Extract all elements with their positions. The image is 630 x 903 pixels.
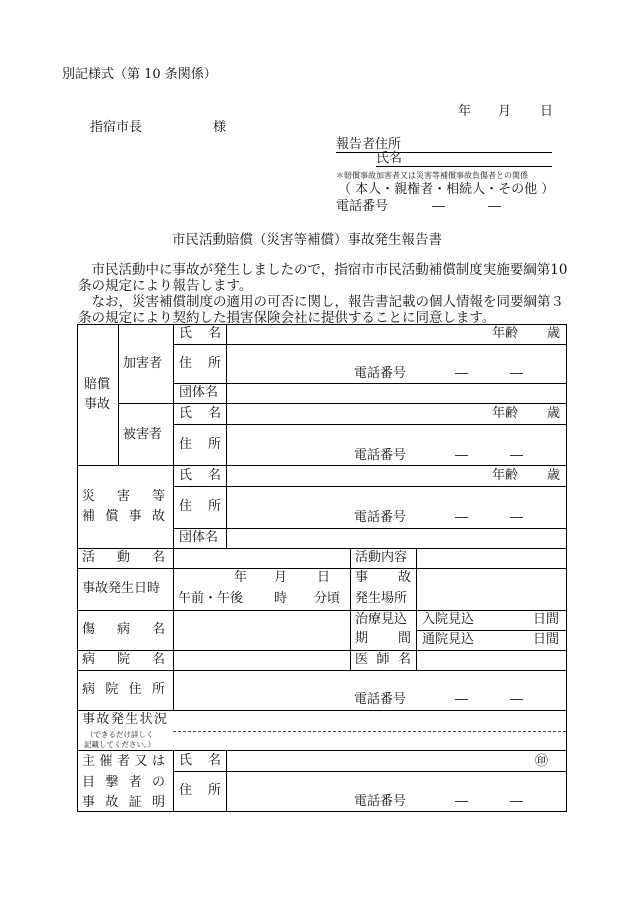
table-rule (416, 630, 566, 631)
hospital-name-label: 病院名 (82, 652, 165, 667)
statement-line: なお，災害補償制度の適用の可否に関し，報告書記載の個人情報を同要綱第３ (91, 294, 564, 310)
table-rule (173, 383, 566, 384)
table-rule (416, 548, 417, 670)
situation-writing-line (173, 731, 566, 732)
offender-age-label: 年齢 (492, 326, 519, 341)
document-title: 市民活動賠償（災害等補償）事故発生報告書 (172, 232, 442, 248)
table-rule (173, 486, 566, 487)
reporter-address-underline (336, 152, 552, 153)
date-year-label: 年 (458, 104, 472, 119)
outpatient-days-unit: 日間 (533, 632, 560, 647)
table-rule (77, 670, 566, 671)
witness-address-label: 住所 (179, 783, 221, 798)
statement-line: 市民活動中に事故が発生しましたので，指宿市市民活動補償制度実施要綱第10 (91, 262, 568, 278)
table-rule (226, 750, 227, 811)
table-rule (173, 528, 566, 529)
injured-phone-label: 電話番号 (354, 510, 407, 525)
victim-age-label: 年齢 (492, 406, 519, 421)
accident-situation-note: （できるだけ詳しく (86, 730, 154, 739)
table-rule (77, 610, 566, 611)
offender-phone-separator: ― (455, 366, 468, 381)
table-rule (226, 324, 227, 548)
table-rule (77, 465, 566, 466)
victim-phone-separator: ― (455, 448, 468, 463)
injury-name-label: 傷病名 (82, 622, 165, 637)
outpatient-estimate-label: 通院見込 (422, 632, 475, 647)
table-rule (77, 650, 566, 651)
reporter-phone-separator: ― (488, 199, 501, 214)
offender-phone-label: 電話番号 (354, 366, 407, 381)
table-rule (350, 548, 351, 670)
liability-section-label: 事故 (84, 397, 111, 412)
injured-group-label: 団体名 (179, 530, 219, 545)
hospital-phone-label: 電話番号 (354, 692, 407, 707)
witness-section-label: 主催者又は (82, 754, 165, 769)
injured-name-label: 氏名 (179, 468, 221, 483)
seal-mark: ㊞ (535, 754, 549, 769)
table-rule (118, 324, 119, 465)
treatment-period-label: 期間 (355, 631, 411, 646)
inpatient-estimate-label: 入院見込 (422, 612, 475, 627)
injured-age-unit: 歳 (547, 468, 561, 483)
form-reference: 別記様式（第 10 条関係） (62, 67, 217, 82)
victim-phone-label: 電話番号 (354, 448, 407, 463)
addressee-suffix: 様 (213, 120, 227, 135)
table-rule (77, 548, 566, 549)
accident-hour-label: 時 (274, 591, 288, 606)
addressee-name: 指宿市長 (90, 120, 143, 135)
accident-place-label: 事故 (355, 570, 411, 585)
relation-note: ＊賠償事故加害者又は災害等補償事故負傷者との関係 (336, 171, 528, 180)
victim-age-unit: 歳 (547, 406, 561, 421)
table-rule (173, 750, 174, 811)
accident-ampm-label: 午前・午後 (178, 591, 244, 606)
compensation-section-label: 補償事故 (82, 509, 165, 524)
hospital-phone-separator: ― (455, 692, 468, 707)
accident-day-label: 日 (317, 570, 331, 585)
injured-address-label: 住所 (179, 499, 221, 514)
date-month-label: 月 (498, 104, 512, 119)
reporter-phone-label: 電話番号 (336, 199, 389, 214)
accident-datetime-label: 事故発生日時 (82, 581, 161, 596)
offender-address-label: 住所 (179, 356, 221, 371)
date-day-label: 日 (540, 104, 554, 119)
witness-name-label: 氏名 (179, 753, 221, 768)
injured-age-label: 年齢 (492, 468, 519, 483)
witness-phone-separator: ― (455, 794, 468, 809)
liability-section-label: 賠償 (84, 377, 111, 392)
table-rule (173, 771, 566, 772)
relation-options: （ 本人・親権者・相続人・その他 ） (338, 182, 555, 197)
injured-phone-separator: ― (510, 510, 523, 525)
accident-situation-note: 記載してください。） (84, 740, 156, 749)
victim-address-label: 住所 (179, 437, 221, 452)
treatment-period-label: 治療見込 (355, 612, 408, 627)
witness-section-label: 事故証明 (82, 795, 165, 810)
table-rule (173, 344, 566, 345)
statement-line: 条の規定により契約した損害保険会社に提供することに同意します。 (78, 310, 496, 326)
table-rule (118, 403, 566, 404)
reporter-address-label: 報告者住所 (336, 137, 402, 152)
table-rule (173, 324, 174, 710)
offender-age-unit: 歳 (547, 326, 561, 341)
accident-place-label: 発生場所 (355, 591, 408, 606)
accident-month-label: 月 (274, 570, 288, 585)
hospital-phone-separator: ― (510, 692, 523, 707)
offender-group-label: 団体名 (179, 385, 219, 400)
accident-year-label: 年 (234, 570, 248, 585)
reporter-phone-separator: ― (432, 199, 445, 214)
witness-phone-label: 電話番号 (354, 794, 407, 809)
accident-situation-label: 事故発生状況 (82, 712, 167, 727)
activity-content-label: 活動内容 (355, 550, 408, 565)
accident-minute-label: 分頃 (314, 591, 341, 606)
reporter-name-label: 氏名 (376, 151, 403, 166)
table-rule (77, 750, 566, 751)
activity-name-label: 活動名 (82, 550, 165, 565)
offender-phone-separator: ― (510, 366, 523, 381)
reporter-name-underline (376, 166, 552, 167)
offender-label: 加害者 (123, 356, 163, 371)
victim-label: 被害者 (123, 427, 163, 442)
victim-name-label: 氏名 (179, 406, 221, 421)
witness-phone-separator: ― (510, 794, 523, 809)
inpatient-days-unit: 日間 (533, 612, 560, 627)
doctor-name-label: 医師名 (355, 652, 411, 667)
statement-line: 条の規定により報告します。 (78, 278, 253, 294)
offender-name-label: 氏名 (179, 326, 221, 341)
table-rule (77, 568, 566, 569)
table-rule (173, 424, 566, 425)
table-rule (77, 710, 566, 711)
victim-phone-separator: ― (510, 448, 523, 463)
witness-section-label: 目撃者の (82, 775, 165, 790)
compensation-section-label: 災害等 (82, 489, 165, 504)
hospital-address-label: 病院住所 (82, 682, 165, 697)
injured-phone-separator: ― (455, 510, 468, 525)
